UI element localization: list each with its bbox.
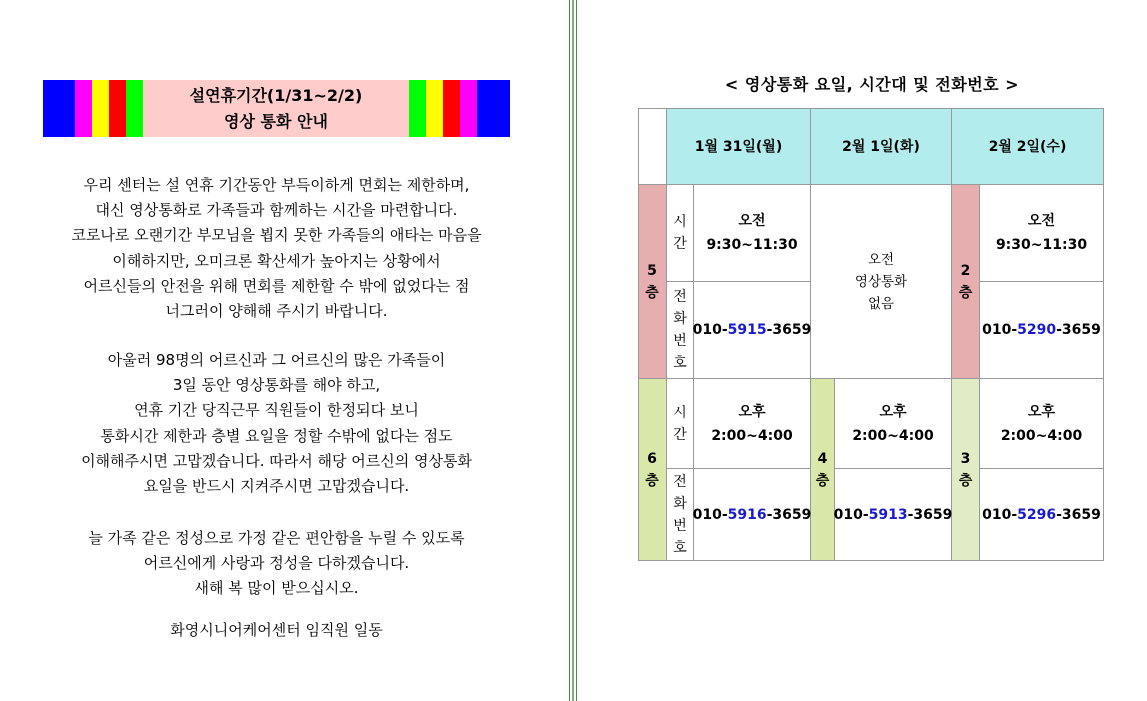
stripe-blue (477, 80, 510, 137)
floor-suffix: 층 (958, 284, 973, 301)
time-range: 2:00~4:00 (1000, 427, 1083, 444)
table-corner (638, 108, 667, 185)
floor-suffix: 층 (645, 284, 659, 301)
floor-2-label (952, 185, 980, 379)
phone-middle: 5915 (727, 322, 767, 338)
letter-line: 3일 동안 영상통화를 해야 하고, (172, 376, 381, 395)
time-period: 오후 (738, 403, 766, 420)
letter-line: 너그러이 양해해 주시기 바랍니다. (165, 302, 388, 321)
phone-f2 (980, 282, 1104, 379)
label-char: 간 (673, 236, 687, 252)
banner-title (143, 80, 409, 137)
stripe-yellow (426, 80, 443, 137)
letter-line: 통화시간 제한과 층별 요일을 정할 수밖에 없다는 점도 (100, 426, 453, 445)
phone-suffix: -3659 (766, 506, 812, 523)
stripe-green (126, 80, 143, 137)
time-period: 오전 (738, 213, 766, 229)
stripe-magenta (460, 80, 477, 137)
phone-f5 (694, 282, 811, 379)
time-row-label (667, 185, 694, 282)
phone-prefix: 010- (692, 322, 728, 338)
time-range: 9:30~11:30 (995, 237, 1088, 253)
floor-number: 3 (960, 450, 971, 467)
banner-title-line1: 설연휴기간(1/31~2/2) (189, 85, 363, 105)
phone-middle: 5296 (1017, 506, 1057, 523)
floor-number: 5 (647, 262, 657, 279)
label-char: 간 (673, 426, 687, 443)
stripe-red (109, 80, 126, 137)
header-feb1: 2월 1일(화) (811, 108, 952, 185)
phone-f4 (835, 469, 952, 561)
stripe-yellow (92, 80, 109, 137)
phone-suffix: -3659 (907, 506, 953, 523)
time-period: 오후 (879, 403, 907, 420)
letter-paragraph-3 (43, 526, 510, 602)
time-range: 2:00~4:00 (711, 427, 793, 444)
phone-middle: 5913 (868, 506, 908, 523)
letter-line: 늘 가족 같은 정성으로 가정 같은 편안함을 누릴 수 있도록 (88, 529, 465, 547)
phone-prefix: 010- (833, 506, 869, 523)
phone-prefix: 010- (692, 506, 728, 523)
label-char: 시 (673, 404, 687, 421)
none-line: 영상통화 (854, 273, 908, 290)
time-f3-feb2 (980, 379, 1104, 469)
letter-line: 이해하지만, 오미크론 확산세가 높아지는 상황에서 (112, 251, 441, 270)
page-divider (569, 0, 577, 701)
phone-prefix: 010- (982, 322, 1018, 338)
schedule-table (638, 108, 1104, 561)
phone-f3 (980, 469, 1104, 561)
floor-3-label (952, 379, 980, 561)
none-line: 오전 (867, 251, 895, 268)
label-char: 호 (673, 539, 687, 556)
floor-number: 6 (647, 450, 657, 467)
time-f2-feb2 (980, 185, 1104, 282)
label-char: 시 (673, 214, 687, 230)
time-range: 9:30~11:30 (706, 237, 798, 253)
letter-line: 대신 영상통화로 가족들과 함께하는 시간을 마련합니다. (95, 201, 458, 220)
letter-paragraph-2 (43, 348, 510, 499)
phone-suffix: -3659 (1056, 506, 1101, 523)
none-line: 없음 (867, 295, 895, 312)
letter-paragraph-1 (43, 173, 510, 324)
time-range: 2:00~4:00 (852, 427, 934, 444)
floor-6-label (638, 379, 667, 561)
phone-middle: 5916 (727, 506, 767, 523)
phone-f6 (694, 469, 811, 561)
letter-line: 어르신에게 사랑과 정성을 다하겠습니다. (143, 554, 410, 573)
letter-line: 아울러 98명의 어르신과 그 어르신의 많은 가족들이 (107, 351, 446, 369)
floor-number: 2 (960, 262, 971, 279)
letter-line: 새해 복 많이 받으십시오. (194, 579, 359, 598)
banner-title-line2: 영상 통화 안내 (224, 111, 328, 131)
floor-5-label (638, 185, 667, 379)
letter-line: 우리 센터는 설 연휴 기간동안 부득이하게 면회는 제한하며, (83, 176, 470, 194)
letter-line: 요일을 반드시 지켜주시면 고맙겠습니다. (143, 477, 410, 496)
time-period: 오전 (1027, 213, 1056, 229)
time-f4-feb1 (835, 379, 952, 469)
time-f5-jan31 (694, 185, 811, 282)
header-feb2: 2월 2일(수) (952, 108, 1104, 185)
stripe-green (409, 80, 426, 137)
floor-number: 4 (817, 450, 828, 467)
time-period: 오후 (1027, 403, 1056, 420)
stripe-magenta (75, 80, 92, 137)
label-char: 번 (673, 333, 687, 349)
label-char: 전 (673, 473, 687, 490)
phone-prefix: 010- (982, 506, 1018, 523)
time-row-label (667, 379, 694, 469)
time-f6-jan31 (694, 379, 811, 469)
letter-line: 이해해주시면 고맙겠습니다. 따라서 해당 어르신의 영상통화 (81, 451, 472, 470)
floor-suffix: 층 (645, 472, 659, 489)
floor-suffix: 층 (815, 472, 830, 489)
phone-suffix: -3659 (766, 322, 812, 338)
phone-middle: 5290 (1017, 322, 1057, 338)
no-call-feb1-am (811, 185, 952, 379)
letter-signature: 화영시니어케어센터 임직원 일동 (170, 621, 383, 639)
letter-line: 코로나로 오랜기간 부모님을 뵙지 못한 가족들의 애타는 마음을 (71, 226, 482, 245)
floor-4-label (811, 379, 835, 561)
schedule-title: < 영상통화 요일, 시간대 및 전화번호 > (724, 75, 1020, 94)
phone-row-label (667, 469, 694, 561)
floor-suffix: 층 (958, 472, 973, 489)
phone-suffix: -3659 (1056, 322, 1101, 338)
letter-line: 연휴 기간 당직근무 직원들이 한정되다 보니 (134, 401, 419, 420)
letter-line: 어르신들의 안전을 위해 면회를 제한할 수 밖에 없었다는 점 (83, 276, 470, 295)
label-char: 화 (673, 495, 687, 512)
label-char: 호 (673, 355, 687, 371)
header-jan31: 1월 31일(월) (667, 108, 811, 185)
phone-row-label (667, 282, 694, 379)
stripe-red (443, 80, 460, 137)
label-char: 화 (673, 311, 687, 327)
stripe-blue (43, 80, 75, 137)
title-banner (43, 80, 510, 137)
label-char: 번 (673, 517, 687, 534)
label-char: 전 (673, 289, 687, 305)
